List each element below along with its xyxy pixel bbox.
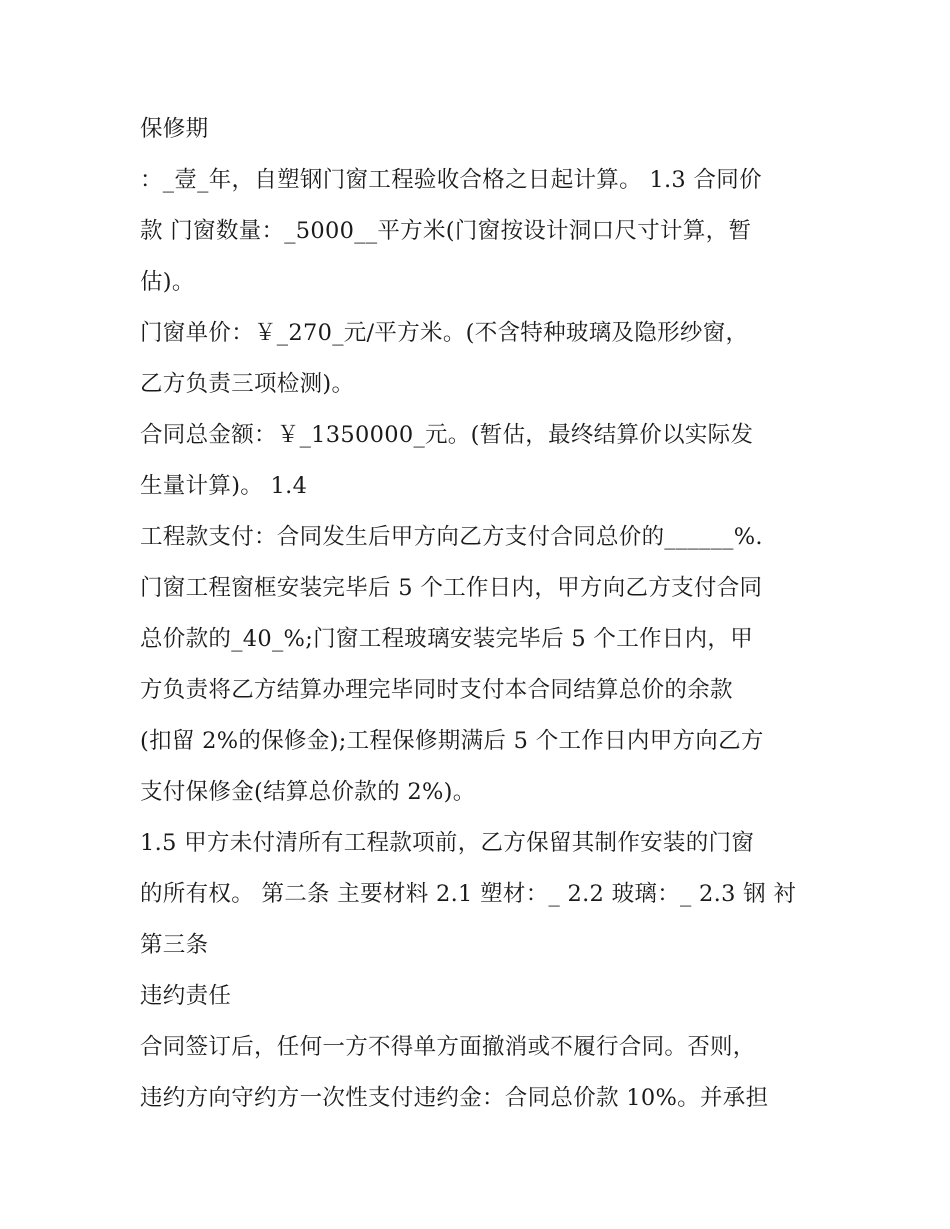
- text-line-16: 的所有权。 第二条 主要材料 2.1 塑材：_ 2.2 玻璃：_ 2.3 钢 衬: [140, 881, 797, 907]
- text-line-10: 门窗工程窗框安装完毕后 5 个工作日内，甲方向乙方支付合同: [140, 575, 763, 601]
- text-line-6: 乙方负责三项检测)。: [140, 371, 355, 397]
- text-line-2: ：_壹_年，自塑钢门窗工程验收合格之日起计算。 1.3 合同价: [140, 167, 762, 193]
- text-line-1: 保修期: [140, 116, 209, 142]
- text-line-3: 款 门窗数量：_5000__平方米(门窗按设计洞口尺寸计算，暂: [140, 218, 752, 244]
- text-line-9: 工程款支付：合同发生后甲方向乙方支付合同总价的______%.: [140, 524, 763, 550]
- text-line-11: 总价款的_40_%;门窗工程玻璃安装完毕后 5 个工作日内，甲: [140, 626, 754, 652]
- text-line-5: 门窗单价：￥_270_元/平方米。(不含特种玻璃及隐形纱窗，: [140, 320, 749, 346]
- text-line-7: 合同总金额：￥_1350000_元。(暂估，最终结算价以实际发: [140, 422, 754, 448]
- text-line-4: 估)。: [140, 269, 195, 295]
- text-line-14: 支付保修金(结算总价款的 2%)。: [140, 779, 476, 805]
- text-line-19: 合同签订后，任何一方不得单方面撤消或不履行合同。否则，: [140, 1034, 756, 1060]
- text-line-18: 违约责任: [140, 983, 232, 1009]
- text-line-8: 生量计算)。 1.4: [140, 473, 308, 499]
- text-line-17: 第三条: [140, 932, 209, 958]
- text-line-15: 1.5 甲方未付清所有工程款项前，乙方保留其制作安装的门窗: [140, 830, 755, 856]
- document-body: [140, 104, 820, 1124]
- text-line-12: 方负责将乙方结算办理完毕同时支付本合同结算总价的余款: [140, 677, 733, 703]
- text-line-20: 违约方向守约方一次性支付违约金：合同总价款 10%。并承担: [140, 1085, 769, 1111]
- text-line-13: (扣留 2%的保修金);工程保修期满后 5 个工作日内甲方向乙方: [140, 728, 764, 754]
